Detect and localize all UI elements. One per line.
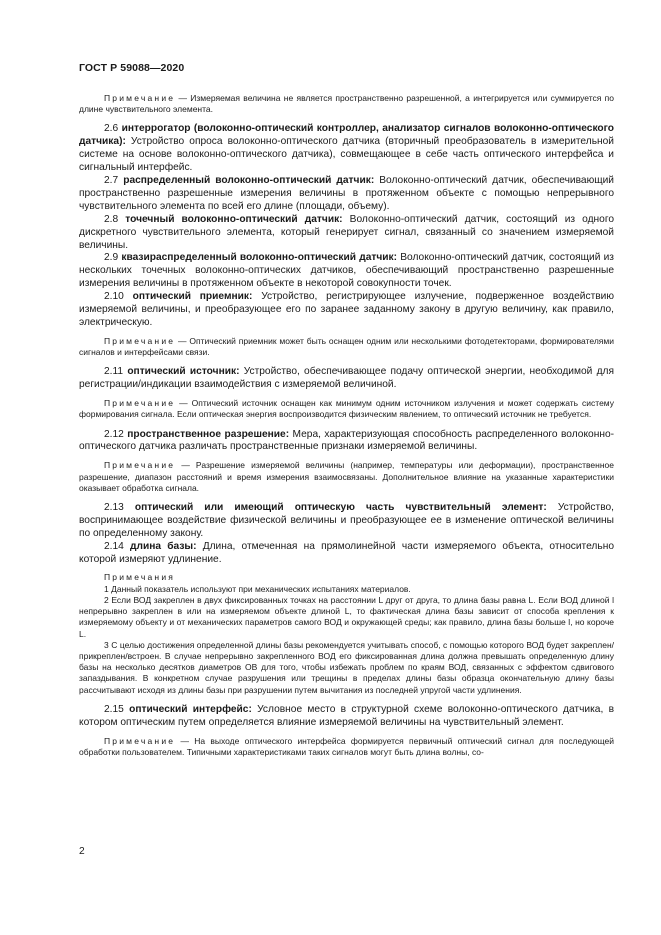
notes-heading: Примечания	[104, 572, 176, 583]
term-definition: Устройство, обеспечивающее подачу оптической энергии, необходимой для регистрации/индикации взаимодействия с измеряемой величиной.	[79, 366, 614, 391]
term-number: 2.9	[104, 252, 119, 264]
term-definition: Устройство опроса волоконно-оптического датчика (вторичный преобразователь в измерительной системе на основе волоконно-оптического датчика), совмещающее в себе часть оптического интерфейса и сигнальный интерфейс.	[79, 136, 614, 174]
note-label: Примечание	[104, 335, 176, 346]
note-text: — Оптический источник оснащен как минимум одним источником излучения и может содержать систему формирования сигнала. Если оптическая энергия воспроизводится физическим явлением, то оптический источник не требуется.	[79, 398, 614, 420]
term-name: точечный волоконно-оптический датчик:	[125, 213, 343, 225]
notes-item-3: 3 С целью достижения определенной длины базы рекомендуется учитывать способ, с помощью которого ВОД будет закреплен/прикреплен/встроен. В случае непрерывно закрепленного ВОД его фиксированная длина должна превышать определенную длину базы на несколько десятков диаметров ОВ для того, чтобы избежать проблем по краям ВОД, связанных с эффектом сдвигового запаздывания. В конкретном случае разрушения или трещины в пределах длины базы образца окончательную длину базы рассчитывают исходя из длины базы при разрушении путем вычитания из последней упругой части удлинения.	[79, 639, 614, 695]
term-definition: Длина, отмеченная на прямолинейной части измеряемого объекта, относительно которой измеряют удлинение.	[79, 540, 614, 565]
term-2-7	[79, 175, 614, 214]
term-number: 2.13	[104, 501, 124, 513]
note-text: — Оптический приемник может быть оснащен одним или несколькими фотодетекторами, формирователями сигналов и интерфейсами связи.	[79, 335, 614, 358]
note-label: Примечание	[104, 735, 176, 746]
term-number: 2.10	[104, 291, 124, 303]
term-number: 2.12	[104, 428, 124, 440]
term-name: квазираспределенный волоконно-оптический датчик:	[121, 252, 398, 264]
page-number: 2	[79, 846, 85, 857]
term-definition: Устройство, воспринимающее воздействие физической величины и преобразующее ее в изменение оптической величины по определенному закону.	[79, 501, 614, 539]
term-name: оптический приемник:	[132, 291, 253, 303]
term-name: оптический источник:	[127, 366, 240, 378]
term-2-12	[79, 429, 614, 455]
term-definition: Волоконно-оптический датчик, состоящий из одного дискретного чувствительного элемента, который генерирует сигнал, связанный со значением измеряемой величины.	[79, 213, 615, 251]
note-text: — Разрешение измеряемой величины (например, температуры или деформации), пространственное разрешение, диапазон расстояний и время измерения взаимосвязаны. Дополнительное влияние на указанные характеристики оказывает обработка сигнала.	[79, 460, 614, 493]
page-content	[79, 93, 614, 758]
term-name: оптический интерфейс:	[129, 703, 252, 715]
term-number: 2.6	[104, 123, 119, 135]
term-2-11	[79, 366, 614, 392]
term-definition: Устройство, регистрирующее излучение, подверженное воздействию измеряемой величины, и преобразующее его по заранее заданному закону в другую величину, как правило, электрическую.	[79, 291, 614, 328]
term-2-8	[79, 214, 614, 253]
standard-header: ГОСТ Р 59088—2020	[79, 62, 185, 74]
term-name: пространственное разрешение:	[127, 428, 290, 440]
term-definition: Волоконно-оптический датчик, состоящий из нескольких точечных волоконно-оптических датчиков, обеспечивающий пространственно разрешенные измерения величины в протяженном объекте в некоторой совокупности точек.	[79, 252, 614, 290]
term-name: интеррогатор (волоконно-оптический контроллер, анализатор сигналов волоконно-оптического датчика):	[79, 123, 614, 148]
notes-item-1: 1 Данный показатель используют при механических испытаниях материалов.	[104, 583, 411, 594]
term-number: 2.15	[104, 703, 124, 715]
note-text: — На выходе оптического интерфейса формируется первичный оптический сигнал для последующей обработки пользователем. Типичными характеристиками таких сигналов могут быть длина волны, со-	[79, 735, 614, 757]
note-label: Примечание	[104, 398, 176, 409]
note-label: Примечание	[104, 460, 176, 471]
term-number: 2.7	[104, 175, 119, 187]
term-2-6	[79, 123, 614, 175]
term-name: распределенный волоконно-оптический датчик:	[123, 175, 375, 187]
note-paragraph	[79, 460, 614, 494]
note-paragraph	[79, 93, 614, 115]
note-paragraph	[79, 398, 614, 420]
term-number: 2.14	[104, 540, 124, 552]
term-name: длина базы:	[130, 540, 197, 552]
note-label: Примечание	[104, 93, 176, 103]
term-name: оптический или имеющий оптическую часть чувствительный элемент:	[134, 501, 547, 513]
term-definition: Мера, характеризующая способность распределенного волоконно-оптического датчика различать пространственные признаки измеряемой величины.	[79, 428, 615, 453]
note-text: — Измеряемая величина не является пространственно разрешенной, а интегрируется или суммируется по длине чувствительного элемента.	[79, 93, 614, 115]
note-paragraph	[79, 736, 614, 758]
term-2-9	[79, 252, 614, 291]
notes-item-2: 2 Если ВОД закреплен в двух фиксированных точках на расстоянии L друг от друга, то длина базы равна L. Если ВОД длиной l непрерывно закреплен в или на измеряемом объекте длиной L, то фактическая длина базы зависит от способа крепления к измеряемому объекту и от механических параметров самого ВОД и окружающей среды; как правило, длина базы больше l, но короче L.	[79, 594, 614, 639]
term-definition: Условное место в структурной схеме волоконно-оптического датчика, в котором оптическим путем определяется влияние измеряемой величины на чувствительный элемент.	[79, 703, 614, 728]
term-2-15	[79, 704, 614, 730]
term-2-13	[79, 502, 614, 541]
note-paragraph	[79, 336, 614, 358]
term-definition: Волоконно-оптический датчик, обеспечивающий пространственно разрешенные измерения величины в протяженном объекте с помощью непрерывного чувствительного элемента по всей его длине (площади, объему).	[79, 175, 614, 212]
term-number: 2.8	[104, 213, 119, 225]
term-2-10	[79, 291, 614, 330]
term-number: 2.11	[104, 366, 124, 378]
term-2-14	[79, 541, 614, 567]
